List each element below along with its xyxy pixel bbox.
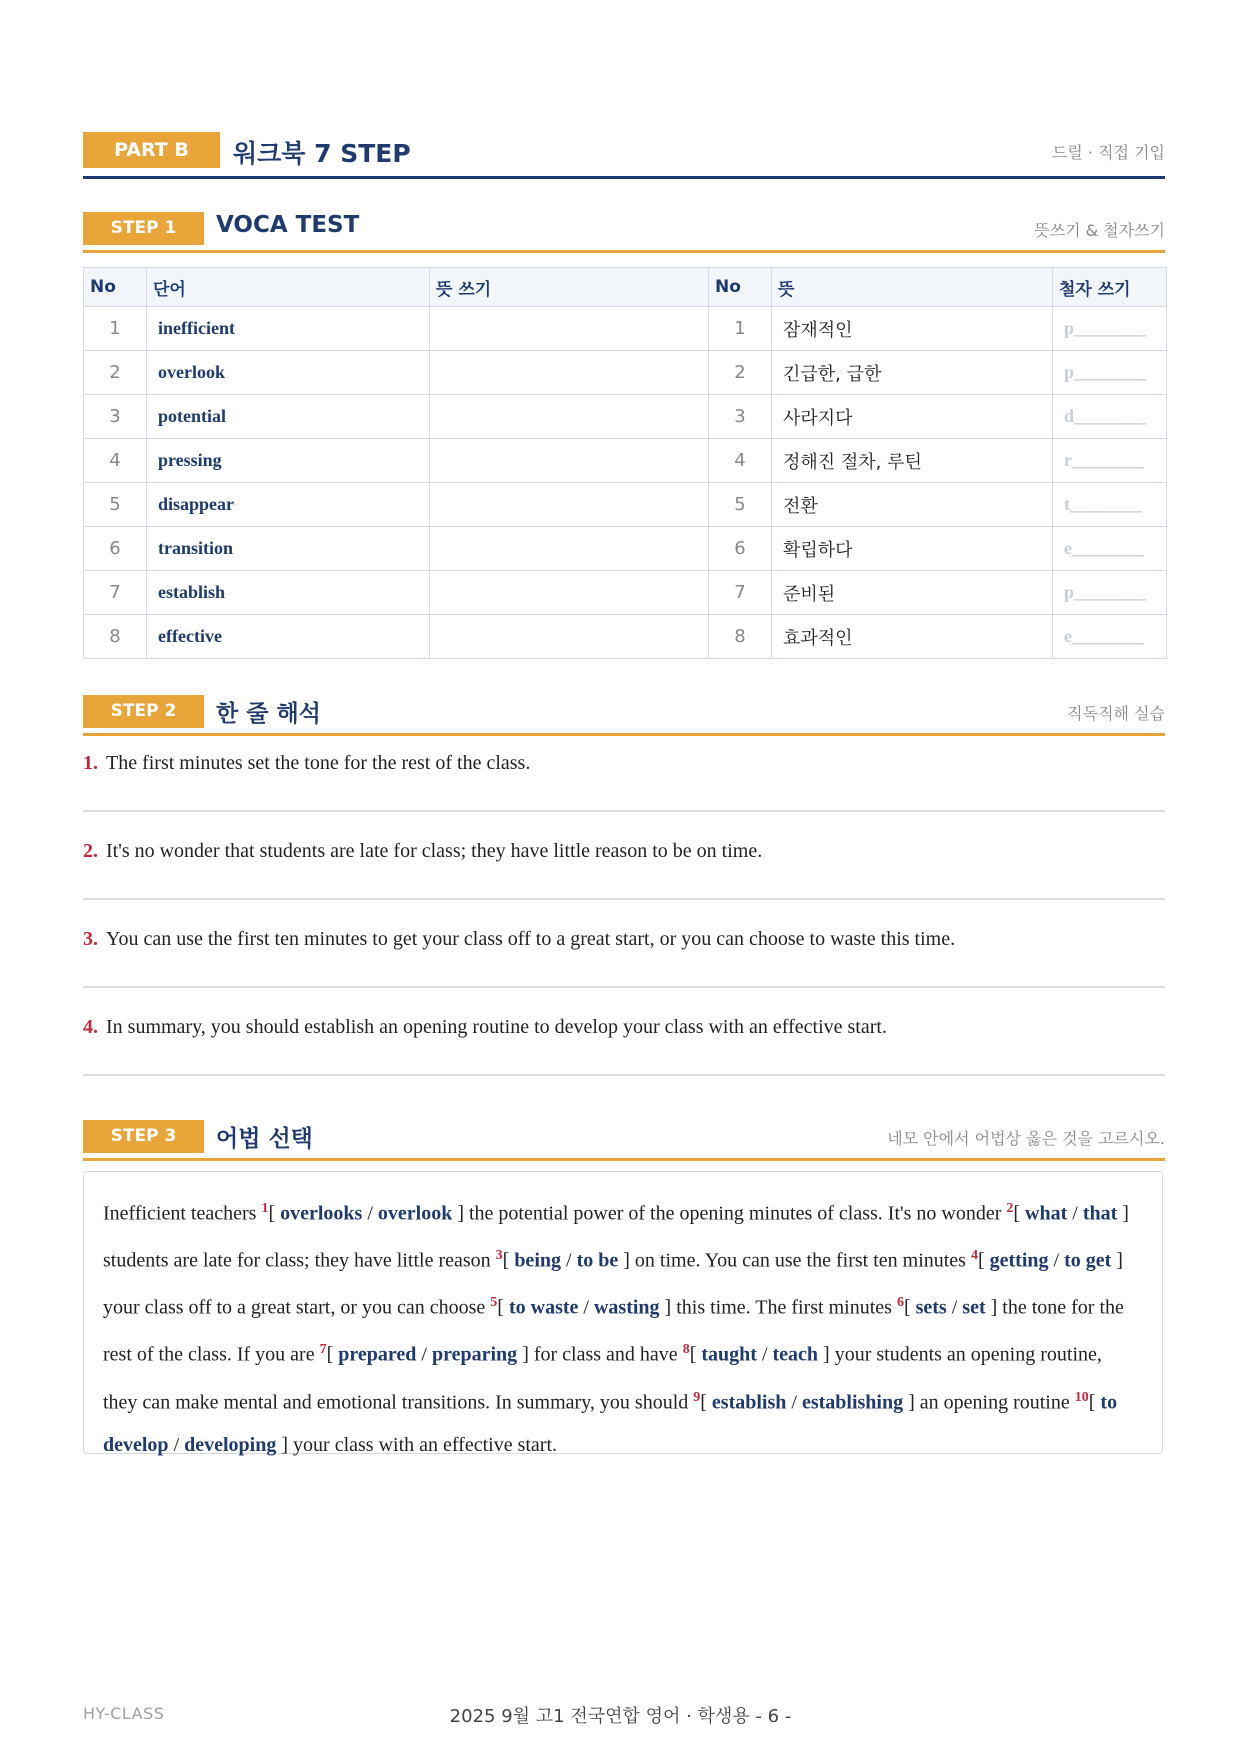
step1-badge: STEP 1	[83, 212, 204, 245]
voca-row	[84, 395, 1167, 439]
meaning-cell: 사라지다	[772, 395, 1053, 439]
voca-row	[84, 439, 1167, 483]
meaning-cell: 준비된	[772, 571, 1053, 615]
voca-row	[84, 527, 1167, 571]
passage-text: [	[1013, 1202, 1026, 1225]
spelling-write-cell[interactable]: p________	[1053, 571, 1167, 615]
passage-text: ] your class with an effective start.	[276, 1433, 558, 1456]
step1-header	[83, 212, 1165, 253]
col-meaning: 뜻	[772, 268, 1053, 307]
meaning-write-cell[interactable]	[430, 439, 709, 483]
question-number: 2	[1006, 1201, 1014, 1216]
meaning-write-cell[interactable]	[430, 571, 709, 615]
part-badge: PART B	[83, 132, 220, 168]
row-number: 6	[84, 527, 147, 571]
row-number-2: 3	[709, 395, 772, 439]
passage-text: [	[326, 1344, 339, 1367]
grammar-option[interactable]: establish	[711, 1391, 787, 1414]
col-word: 단어	[147, 268, 430, 307]
sentence-number: 1.	[83, 752, 98, 774]
row-number-2: 7	[709, 571, 772, 615]
row-number: 4	[84, 439, 147, 483]
voca-row	[84, 351, 1167, 395]
grammar-option[interactable]: developing	[184, 1433, 277, 1456]
passage-text: ] on time. You can use the first ten minutes	[618, 1249, 971, 1272]
sentence-2[interactable]	[83, 840, 1165, 900]
spelling-write-cell[interactable]: p________	[1053, 351, 1167, 395]
question-number: 5	[490, 1295, 498, 1311]
step2-title: 한 줄 해석	[216, 701, 321, 727]
step3-header	[83, 1120, 1165, 1161]
passage-text: ] your class off to a great start, or you can choose	[103, 1249, 1123, 1319]
step3-badge: STEP 3	[83, 1120, 204, 1153]
meaning-write-cell[interactable]	[430, 395, 709, 439]
word-cell: disappear	[147, 483, 430, 527]
passage-text: /	[1048, 1249, 1065, 1272]
passage-text: /	[756, 1344, 773, 1367]
question-number: 1	[261, 1201, 269, 1216]
spelling-write-cell[interactable]: p________	[1053, 307, 1167, 351]
meaning-cell: 정해진 절차, 루틴	[772, 439, 1053, 483]
row-number: 8	[84, 615, 147, 659]
word-cell: effective	[147, 615, 430, 659]
question-number: 9	[693, 1389, 701, 1405]
col-meaning-write: 뜻 쓰기	[430, 268, 709, 307]
meaning-write-cell[interactable]	[430, 527, 709, 571]
question-number: 3	[495, 1248, 503, 1264]
sentence-text: The first minutes set the tone for the rest of the class.	[106, 752, 531, 774]
row-number: 5	[84, 483, 147, 527]
passage-text: /	[1067, 1202, 1083, 1225]
row-number-2: 5	[709, 483, 772, 527]
voca-row	[84, 483, 1167, 527]
part-subtitle: 드릴 · 직접 기입	[1051, 143, 1165, 162]
step1-subtitle: 뜻쓰기 & 철자쓰기	[1034, 221, 1165, 240]
passage-text: [	[497, 1296, 509, 1319]
part-title: 워크북 7 STEP	[233, 139, 411, 168]
row-number-2: 6	[709, 527, 772, 571]
col-no: No	[84, 268, 147, 307]
spelling-write-cell[interactable]: e________	[1053, 527, 1167, 571]
grammar-option[interactable]: prepared	[338, 1344, 417, 1367]
question-number: 4	[970, 1248, 978, 1264]
meaning-cell: 확립하다	[772, 527, 1053, 571]
passage-text: [	[502, 1249, 515, 1272]
passage-text: [	[977, 1249, 990, 1272]
spelling-write-cell[interactable]: e________	[1053, 615, 1167, 659]
row-number-2: 4	[709, 439, 772, 483]
passage-text: /	[946, 1296, 963, 1319]
sentence-text: You can use the first ten minutes to get your class off to a great start, or you can choose to waste this time.	[106, 928, 956, 950]
grammar-option[interactable]: preparing	[431, 1344, 518, 1367]
grammar-option[interactable]: to develop	[103, 1391, 1118, 1456]
row-number: 2	[84, 351, 147, 395]
meaning-write-cell[interactable]	[430, 351, 709, 395]
sentence-number: 2.	[83, 840, 98, 862]
step3-subtitle: 네모 안에서 어법상 옳은 것을 고르시오.	[887, 1129, 1165, 1148]
meaning-cell: 전환	[772, 483, 1053, 527]
footer-page-info: 2025 9월 고1 전국연합 영어 · 학생용 - 6 -	[449, 1706, 792, 1727]
step2-header	[83, 695, 1165, 736]
grammar-option[interactable]: to waste	[508, 1296, 579, 1319]
grammar-option[interactable]: taught	[701, 1344, 757, 1367]
meaning-cell: 효과적인	[772, 615, 1053, 659]
word-cell: pressing	[147, 439, 430, 483]
passage-text: /	[416, 1344, 432, 1367]
row-number-2: 2	[709, 351, 772, 395]
grammar-option[interactable]: what	[1025, 1202, 1068, 1225]
step2-badge: STEP 2	[83, 695, 204, 728]
sentence-1[interactable]	[83, 752, 1165, 812]
meaning-write-cell[interactable]	[430, 483, 709, 527]
question-number: 8	[682, 1342, 690, 1358]
passage-text: ] this time. The first minutes	[659, 1296, 897, 1319]
sentence-text: In summary, you should establish an opening routine to develop your class with an effective start.	[106, 1016, 887, 1038]
question-number: 6	[896, 1295, 904, 1311]
grammar-option[interactable]: being	[514, 1249, 561, 1272]
step2-subtitle: 직독직해 실습	[1067, 704, 1165, 723]
meaning-cell: 긴급한, 급한	[772, 351, 1053, 395]
footer-brand: HY-CLASS	[83, 1704, 165, 1723]
grammar-option[interactable]: getting	[989, 1249, 1049, 1272]
row-number-2: 8	[709, 615, 772, 659]
step1-title: VOCA TEST	[216, 212, 360, 238]
passage-text: Inefficient teachers	[103, 1202, 262, 1225]
row-number: 1	[84, 307, 147, 351]
grammar-option[interactable]: teach	[772, 1344, 819, 1367]
meaning-cell: 잠재적인	[772, 307, 1053, 351]
word-cell: overlook	[147, 351, 430, 395]
meaning-write-cell[interactable]	[430, 307, 709, 351]
passage-text: ] an opening routine	[903, 1391, 1075, 1414]
row-number-2: 1	[709, 307, 772, 351]
passage-text: /	[786, 1391, 802, 1414]
passage-text: [	[1088, 1391, 1101, 1414]
grammar-option[interactable]: establishing	[801, 1391, 904, 1414]
sentence-3[interactable]	[83, 928, 1165, 988]
passage-text: ] for class and have	[517, 1344, 683, 1367]
grammar-option[interactable]: wasting	[593, 1296, 660, 1319]
meaning-write-cell[interactable]	[430, 615, 709, 659]
word-cell: establish	[147, 571, 430, 615]
passage-text: ] the tone for the rest of the class. If you are	[103, 1296, 1124, 1367]
sentence-number: 3.	[83, 928, 98, 950]
voca-body	[84, 307, 1167, 659]
voca-header-row	[84, 268, 1167, 307]
sentence-text: It's no wonder that students are late for class; they have little reason to be on time.	[106, 840, 763, 862]
passage-text: /	[578, 1296, 594, 1319]
col-no-2: No	[709, 268, 772, 307]
passage-text: ] the potential power of the opening minutes of class. It's no wonder	[452, 1202, 1007, 1225]
grammar-passage-box	[83, 1171, 1163, 1454]
grammar-option[interactable]: sets	[915, 1296, 947, 1319]
spelling-write-cell[interactable]: d________	[1053, 395, 1167, 439]
passage-text: /	[362, 1202, 378, 1225]
passage-text: /	[561, 1249, 577, 1272]
grammar-option[interactable]: set	[962, 1296, 986, 1319]
grammar-option[interactable]: that	[1082, 1202, 1118, 1225]
passage-text: [	[903, 1296, 916, 1319]
passage-text: [	[689, 1344, 702, 1367]
sentence-number: 4.	[83, 1016, 98, 1038]
voca-table	[83, 267, 1167, 659]
passage-text: /	[168, 1433, 185, 1456]
question-number: 7	[319, 1342, 327, 1358]
grammar-option[interactable]: overlooks	[280, 1202, 363, 1225]
sentence-4[interactable]	[83, 1016, 1165, 1076]
row-number: 3	[84, 395, 147, 439]
grammar-option[interactable]: overlook	[377, 1202, 453, 1225]
passage-text: [	[268, 1202, 281, 1225]
grammar-option[interactable]: to get	[1064, 1249, 1112, 1272]
voca-row	[84, 571, 1167, 615]
spelling-write-cell[interactable]: t________	[1053, 483, 1167, 527]
word-cell: inefficient	[147, 307, 430, 351]
word-cell: transition	[147, 527, 430, 571]
question-number: 10	[1074, 1389, 1089, 1405]
part-header	[83, 132, 1165, 179]
spelling-write-cell[interactable]: r________	[1053, 439, 1167, 483]
row-number: 7	[84, 571, 147, 615]
passage-text: ] your students an opening routine, they can make mental and emotional transitions. In summary, you should	[103, 1344, 1102, 1414]
grammar-passage	[103, 1188, 1133, 1466]
voca-row	[84, 307, 1167, 351]
word-cell: potential	[147, 395, 430, 439]
voca-row	[84, 615, 1167, 659]
col-spelling-write: 철자 쓰기	[1053, 268, 1167, 307]
step3-title: 어법 선택	[216, 1126, 313, 1152]
passage-text: [	[700, 1391, 712, 1414]
grammar-option[interactable]: to be	[576, 1249, 619, 1272]
passage-text: ] students are late for class; they have little reason	[103, 1202, 1129, 1272]
